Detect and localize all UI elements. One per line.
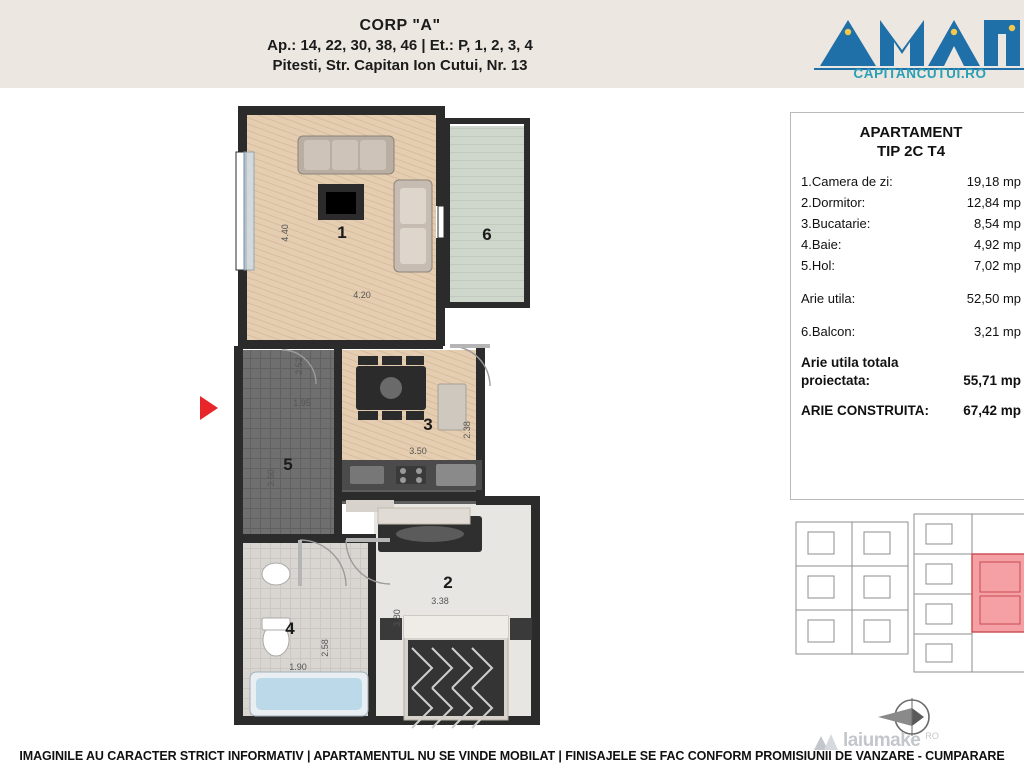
room-name: 5.Hol: — [801, 258, 835, 273]
svg-text:1.95: 1.95 — [293, 398, 311, 408]
svg-text:4.40: 4.40 — [280, 224, 290, 242]
total-usable-area-label-line1: Arie utila totala — [801, 355, 899, 370]
room-label-4: 4 — [285, 619, 295, 638]
room-label-2: 2 — [443, 573, 453, 592]
header-title-line3: Pitesti, Str. Capitan Ion Cutui, Nr. 13 — [272, 57, 528, 74]
room-name: 1.Camera de zi: — [801, 174, 893, 189]
room-row — [801, 234, 1021, 255]
watermark-sup: RO — [925, 731, 939, 741]
room-name: 3.Bucatarie: — [801, 216, 871, 231]
logo-subtitle: CAPITANCUTUI.RO — [853, 66, 987, 81]
total-usable-area-label — [801, 354, 899, 390]
svg-text:1.90: 1.90 — [289, 662, 307, 672]
room-row — [801, 192, 1021, 213]
svg-text:3.38: 3.38 — [431, 596, 449, 606]
header-bar — [0, 0, 1024, 88]
info-title-line2: TIP 2C T4 — [876, 143, 946, 160]
room-area: 19,18 mp — [966, 174, 1021, 189]
usable-area-value: 52,50 mp — [966, 291, 1021, 306]
room-name: 2.Dormitor: — [801, 195, 866, 210]
total-usable-area-value: 55,71 mp — [963, 373, 1021, 388]
svg-text:3.80: 3.80 — [392, 609, 402, 627]
entrance-marker — [200, 396, 218, 420]
built-area-label: ARIE CONSTRUITA: — [801, 403, 929, 418]
balcony-label: 6.Balcon: — [801, 324, 856, 339]
total-usable-area-label-line2: proiectata: — [801, 373, 871, 388]
info-title-line1: APARTAMENT — [859, 124, 963, 141]
building-key-plan — [790, 508, 1024, 678]
built-area-value: 67,42 mp — [963, 403, 1021, 418]
svg-text:4.20: 4.20 — [353, 290, 371, 300]
room-name: 4.Baie: — [801, 237, 842, 252]
watermark-text: laiumake — [843, 730, 921, 751]
room-area: 8,54 mp — [974, 216, 1021, 231]
room-row — [801, 255, 1021, 276]
balcony-row — [801, 321, 1021, 342]
total-usable-area-row — [801, 354, 1021, 390]
floor-plan — [150, 88, 770, 738]
svg-text:3.60: 3.60 — [266, 469, 276, 487]
room-label-6: 6 — [482, 225, 492, 244]
room-row — [801, 213, 1021, 234]
room-label-5: 5 — [283, 455, 293, 474]
info-panel-title — [801, 123, 1021, 161]
header-title-line2: Ap.: 14, 22, 30, 38, 46 | Et.: P, 1, 2, 3, 4 — [267, 37, 533, 54]
svg-text:2.58: 2.58 — [320, 639, 330, 657]
svg-text:2.38: 2.38 — [462, 421, 472, 439]
header-title-line1: CORP "A" — [359, 17, 441, 34]
usable-area-row — [801, 288, 1021, 309]
svg-text:2.52: 2.52 — [294, 357, 304, 375]
room-area: 12,84 mp — [966, 195, 1021, 210]
usable-area-label: Arie utila: — [801, 291, 856, 306]
room-row — [801, 171, 1021, 192]
disclaimer-text: IMAGINILE AU CARACTER STRICT INFORMATIV | APARTAMENTUL NU SE VINDE MOBILAT | FINISAJELE SE FAC CONFORM PROMISIUNII DE VANZARE - CUMPARARE — [19, 749, 1005, 763]
room-label-1: 1 — [337, 223, 347, 242]
room-area: 4,92 mp — [974, 237, 1021, 252]
built-area-row — [801, 402, 1021, 420]
balcony-value: 3,21 mp — [974, 324, 1021, 339]
room-area: 7,02 mp — [974, 258, 1021, 273]
svg-text:3.50: 3.50 — [409, 446, 427, 456]
room-label-3: 3 — [423, 415, 433, 434]
header-title-block — [120, 16, 680, 76]
apartment-info-panel — [790, 112, 1024, 500]
